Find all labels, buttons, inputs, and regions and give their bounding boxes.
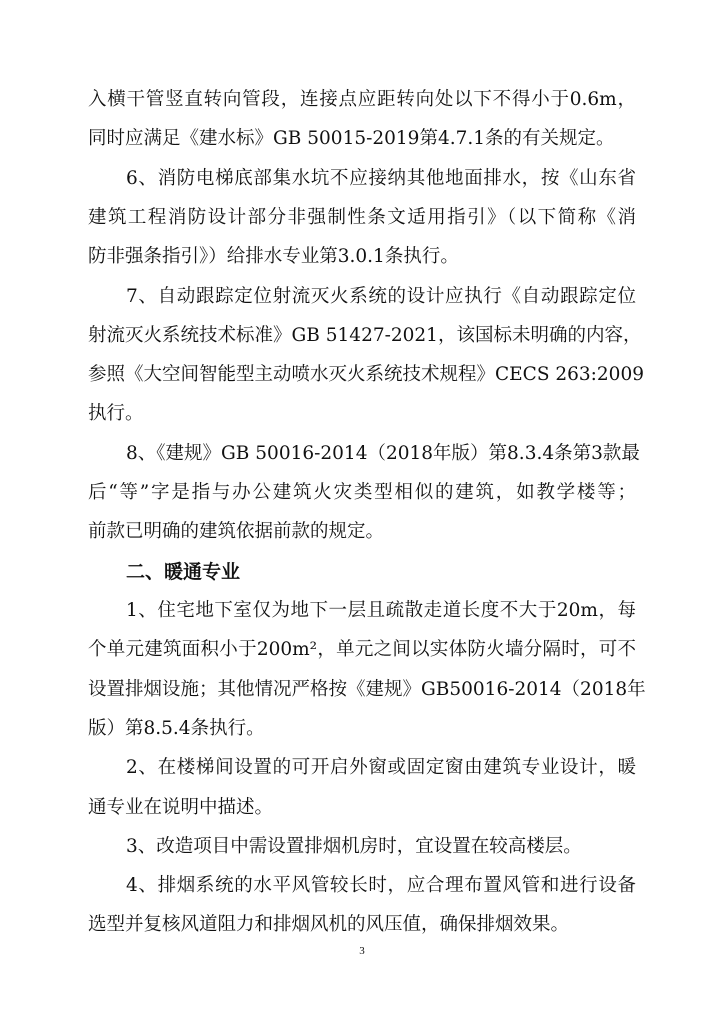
paragraph-line: 选型并复核风道阻力和排烟风机的风压值，确保排烟效果。 (88, 914, 570, 935)
paragraph-line: 防非强条指引》）给排水专业第3.0.1条执行。 (88, 246, 459, 267)
paragraph-line: 版）第8.5.4条执行。 (88, 718, 265, 739)
paragraph-line: 4、排烟系统的水平风管较长时，应合理布置风管和进行设备 (126, 875, 636, 896)
section-heading: 二、暖通专业 (126, 561, 241, 583)
paragraph-line: 射流灭火系统技术标准》GB 51427-2021，该国标未明确的内容， (88, 325, 642, 346)
paragraph-line: 个单元建筑面积小于200m²，单元之间以实体防火墙分隔时，可不 (88, 639, 636, 660)
paragraph-line: 建筑工程消防设计部分非强制性条文适用指引》（以下简称《消 (88, 207, 636, 228)
paragraph-line: 设置排烟设施；其他情况严格按《建规》GB50016-2014（2018年 (88, 679, 646, 700)
paragraph-line: 同时应满足《建水标》GB 50015-2019第4.7.1条的有关规定。 (88, 128, 615, 149)
paragraph-line: 2、在楼梯间设置的可开启外窗或固定窗由建筑专业设计，暖 (126, 757, 636, 778)
paragraph-line: 入横干管竖直转向管段，连接点应距转向处以下不得小于0.6m， (88, 89, 636, 110)
paragraph-line: 后“等”字是指与办公建筑火灾类型相似的建筑，如教学楼等； (88, 482, 636, 503)
paragraph-line: 执行。 (88, 403, 144, 424)
paragraph-line: 3、改造项目中需设置排烟机房时，宜设置在较高楼层。 (126, 836, 582, 857)
paragraph-line: 前款已明确的建筑依据前款的规定。 (88, 521, 385, 542)
paragraph-line: 8、《建规》GB 50016-2014（2018年版）第8.3.4条第3款最 (126, 443, 640, 464)
paragraph-line: 1、住宅地下室仅为地下一层且疏散走道长度不大于20m，每 (126, 600, 636, 621)
paragraph-line: 通专业在说明中描述。 (88, 797, 274, 818)
paragraph-line: 参照《大空间智能型主动喷水灭火系统技术规程》CECS 263:2009 (88, 364, 644, 385)
paragraph-line: 6、消防电梯底部集水坑不应接纳其他地面排水，按《山东省 (126, 168, 636, 189)
page-number: 3 (359, 945, 365, 957)
paragraph-line: 7、自动跟踪定位射流灭火系统的设计应执行《自动跟踪定位 (126, 286, 636, 307)
